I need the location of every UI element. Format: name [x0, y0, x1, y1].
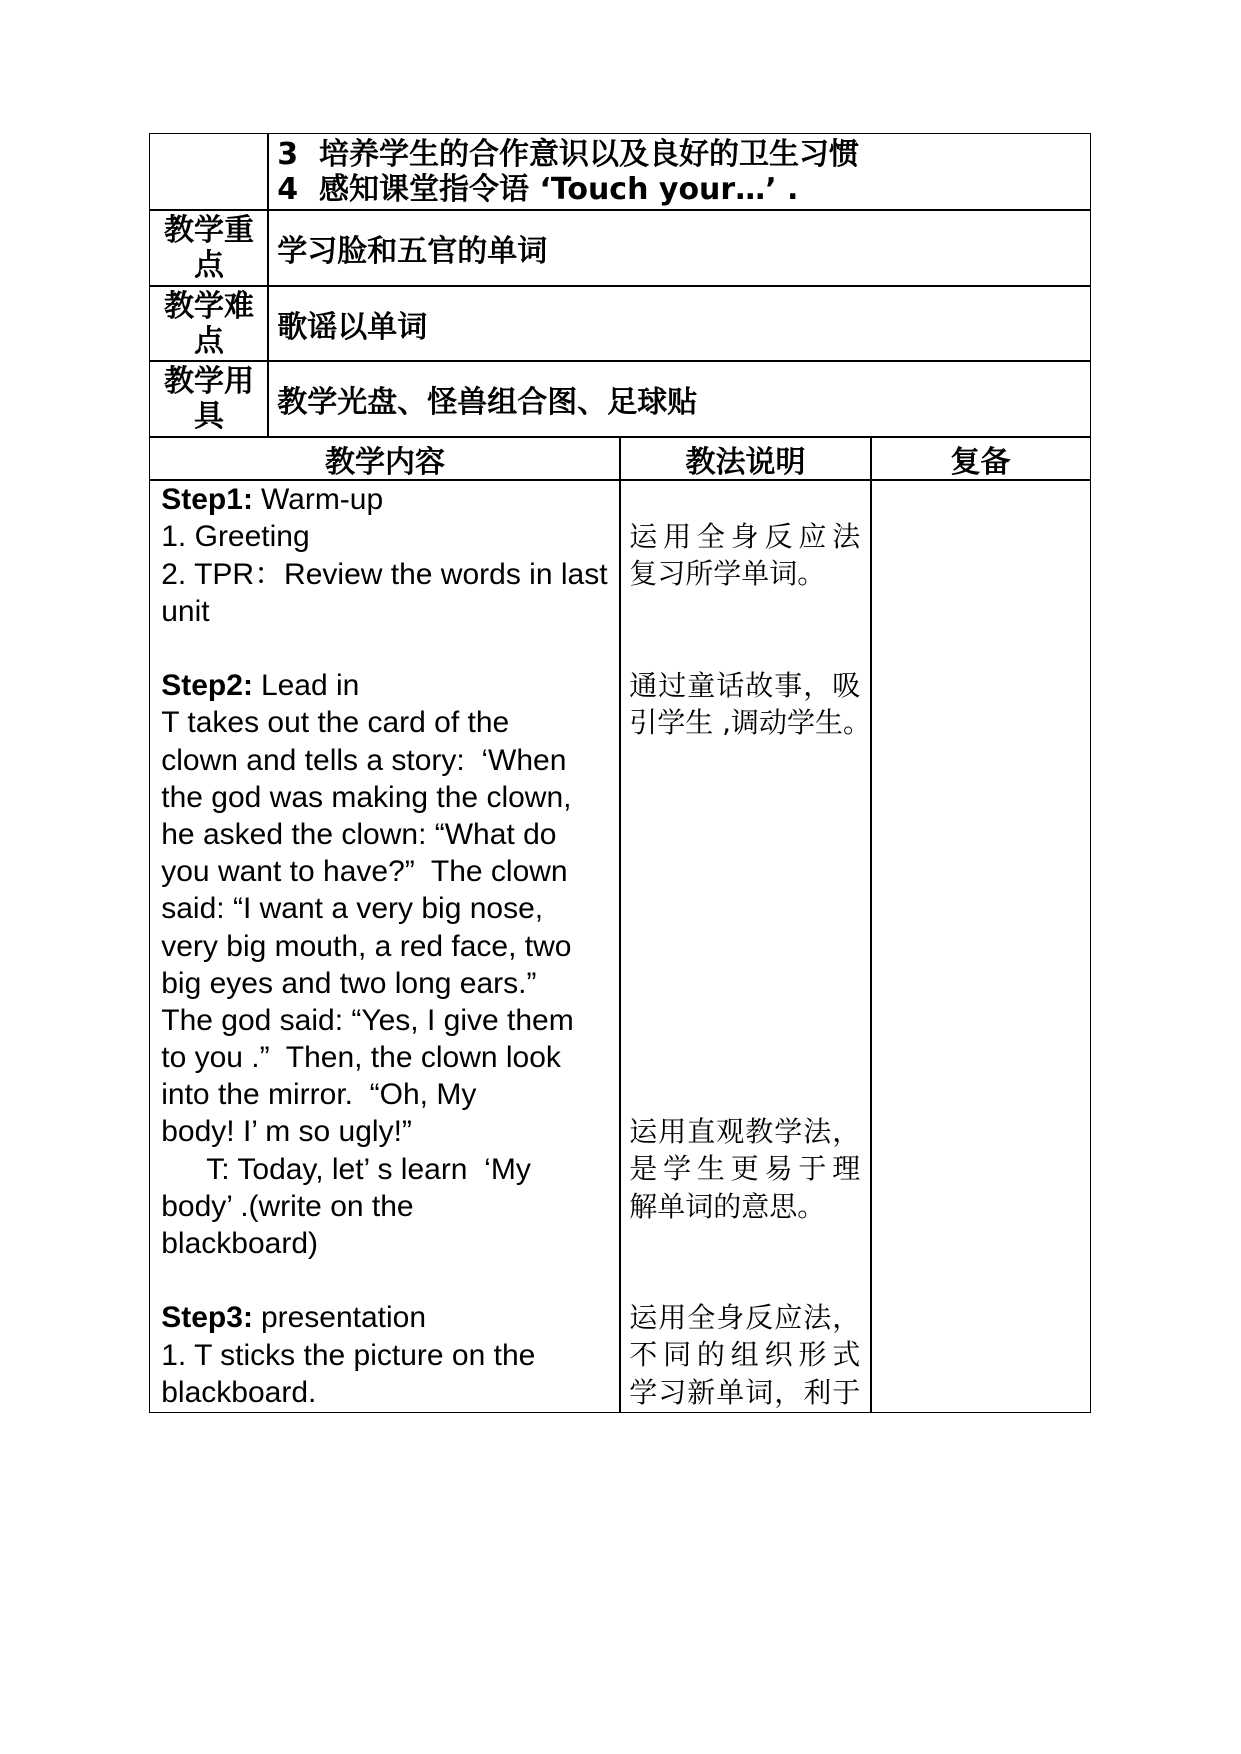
key-points-value: 学习脸和五官的单词 — [277, 234, 548, 269]
key-points-label: 教学重点 — [164, 213, 254, 283]
step-line: to you .” Then, the clown look — [161, 1041, 561, 1075]
step-line: blackboard. — [161, 1375, 317, 1409]
step-label: Step2: — [161, 669, 253, 703]
method-note-line: 引学生 ,调动学生。 — [629, 706, 872, 740]
method-note-line: 运用全身反应法 — [629, 520, 861, 554]
column-header-method — [619, 436, 872, 481]
step-line: body! I’ m so ugly!” — [161, 1115, 412, 1149]
key-points-label-cell — [149, 209, 269, 287]
step-heading — [161, 667, 620, 704]
step-line: T: Today, let’ s learn ‘My — [206, 1152, 531, 1186]
step-label: Step1: — [161, 483, 253, 517]
method-note-line: 是学生更易于理 — [629, 1152, 861, 1186]
step-line: 2. TPR：Review the words in last — [161, 557, 608, 591]
column-header-content — [149, 436, 621, 481]
method-note-line: 通过童话故事，吸 — [629, 668, 861, 702]
objective-line: 4 感知课堂指令语 ‘Touch your…’ . — [277, 171, 799, 207]
step-1 — [161, 481, 620, 630]
step-line: said: “I want a very big nose, — [161, 892, 544, 926]
column-header-review — [870, 436, 1091, 481]
method-note — [629, 1299, 860, 1411]
step-title: Lead in — [260, 669, 360, 703]
teaching-aids-value-cell — [267, 360, 1091, 438]
method-note — [629, 1113, 860, 1225]
step-heading — [161, 481, 620, 518]
method-note — [629, 667, 872, 741]
step-label: Step3: — [161, 1301, 253, 1335]
step-line: unit — [161, 594, 210, 628]
method-note-line: 学习新单词，利于 — [629, 1375, 861, 1409]
step-line: big eyes and two long ears.” — [161, 966, 537, 1000]
teaching-content-cell — [149, 479, 621, 1413]
method-note-line: 复习所学单词。 — [629, 557, 826, 591]
method-note-line: 解单词的意思。 — [629, 1189, 826, 1223]
step-line: The god said: “Yes, I give them — [161, 1003, 574, 1037]
difficulties-value-cell — [267, 285, 1091, 362]
step-2 — [161, 667, 620, 1262]
difficulties-label-cell — [149, 285, 269, 362]
step-line: blackboard) — [161, 1227, 319, 1260]
step-line: he asked the clown: “What do — [161, 817, 557, 851]
difficulties-label: 教学难点 — [164, 288, 254, 359]
objectives-cell — [267, 133, 1091, 211]
key-points-value-cell — [267, 209, 1091, 287]
column-header-review-label: 复备 — [950, 444, 1011, 480]
step-title: presentation — [260, 1301, 427, 1335]
step-line: the god was making the clown, — [161, 780, 572, 814]
teaching-aids-label-cell — [149, 360, 269, 438]
method-note-line: 不同的组织形式 — [629, 1338, 861, 1372]
objective-line: 3 培养学生的合作意识以及良好的卫生习惯 — [277, 136, 860, 172]
method-notes-cell — [619, 479, 872, 1413]
column-header-method-label: 教法说明 — [685, 444, 806, 480]
step-line: into the mirror. “Oh, My — [161, 1078, 477, 1112]
column-header-content-label: 教学内容 — [325, 444, 445, 480]
review-cell — [870, 479, 1091, 1413]
step-line: you want to have?” The clown — [161, 855, 568, 889]
step-line: body’ .(write on the — [161, 1189, 414, 1223]
step-line: T takes out the card of the — [161, 706, 510, 740]
method-note-line: 运用直观教学法， — [629, 1115, 861, 1149]
step-3 — [161, 1299, 620, 1411]
step-heading — [161, 1299, 620, 1336]
step-line: 1. Greeting — [161, 520, 310, 554]
teaching-aids-value: 教学光盘、怪兽组合图、足球贴 — [277, 385, 698, 420]
method-note-line: 运用全身反应法， — [629, 1301, 861, 1335]
difficulties-value: 歌谣以单词 — [277, 309, 428, 345]
step-line: very big mouth, a red face, two — [161, 929, 572, 963]
step-title: Warm-up — [260, 483, 384, 517]
step-line: 1. T sticks the picture on the — [161, 1338, 536, 1372]
step-line: clown and tells a story: ‘When — [161, 743, 567, 777]
teaching-aids-label: 教学用具 — [164, 364, 254, 434]
method-note — [629, 518, 860, 592]
objectives-label-cell — [149, 133, 269, 211]
